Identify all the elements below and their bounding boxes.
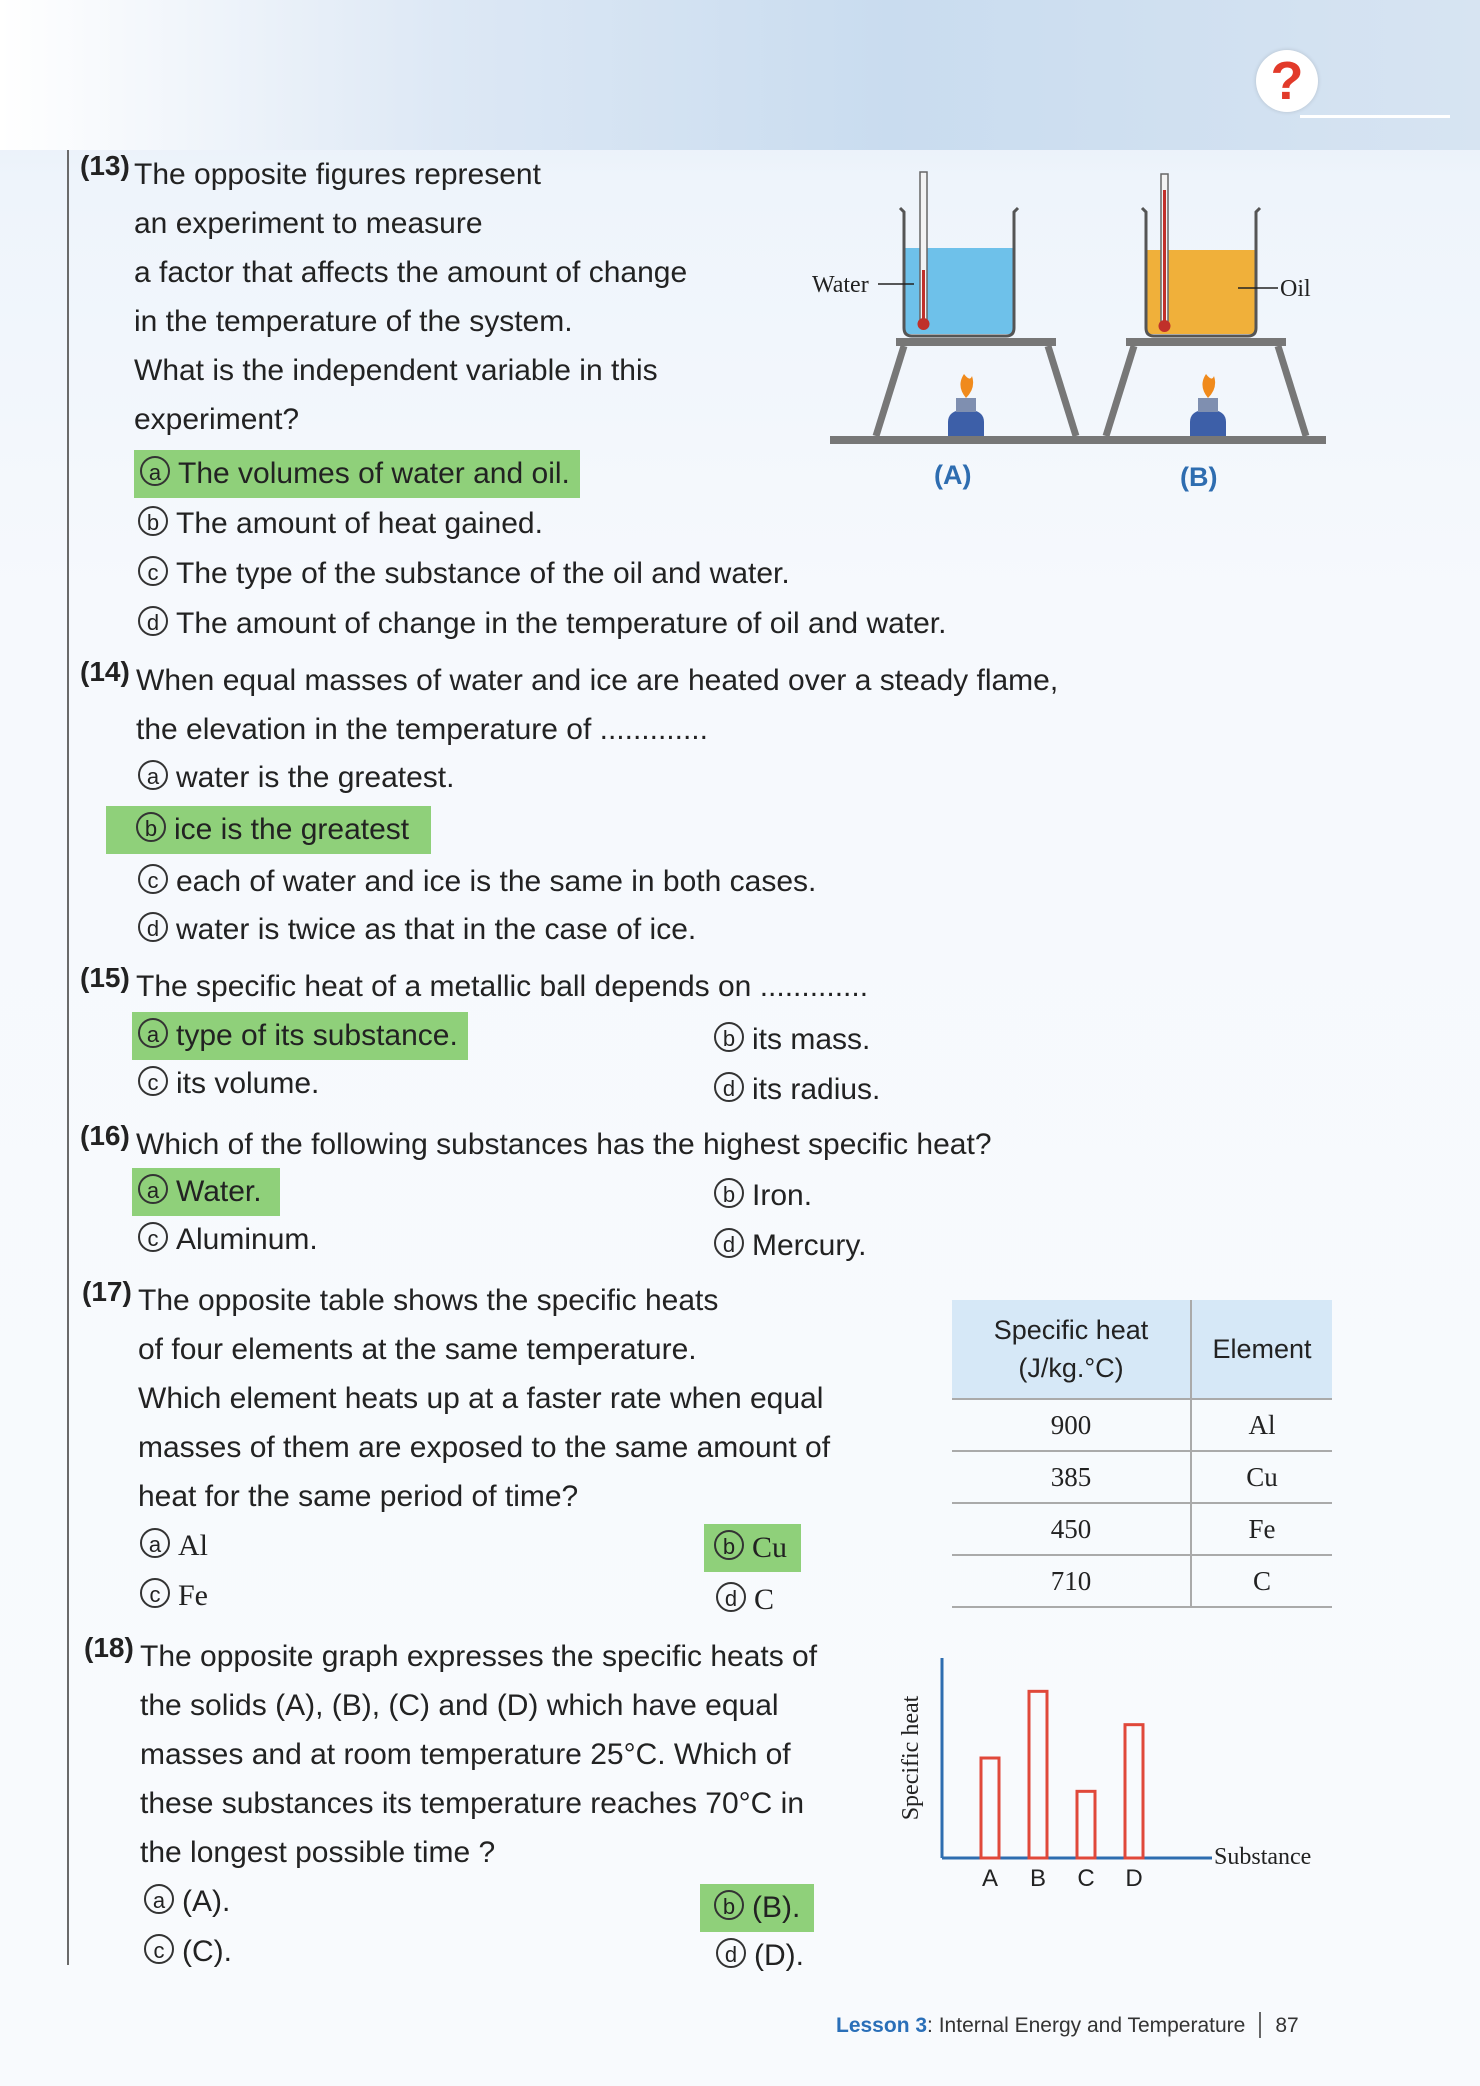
q15-option-b[interactable] xyxy=(714,1018,870,1062)
option-letter: b xyxy=(136,812,166,842)
option-letter: c xyxy=(140,1578,170,1608)
footer-separator xyxy=(1259,2012,1261,2038)
page-footer xyxy=(836,2012,1299,2038)
q18-stem-line: these substances its temperature reaches 70°C in xyxy=(140,1787,805,1820)
option-letter: a xyxy=(138,1174,168,1204)
footer-lesson-title: : Internal Energy and Temperature xyxy=(927,2014,1246,2037)
q14-stem-line: When equal masses of water and ice are heated over a steady flame, xyxy=(136,664,1059,697)
option-letter: b xyxy=(714,1178,744,1208)
q18-option-d[interactable] xyxy=(716,1934,804,1978)
q17-option-b[interactable] xyxy=(704,1524,801,1572)
stand-a-leg xyxy=(876,346,904,436)
option-letter: d xyxy=(716,1938,746,1968)
beakers-figure xyxy=(800,160,1340,500)
table-cell: Al xyxy=(1191,1399,1332,1451)
q15-stem-line: The specific heat of a metallic ball depends on ............. xyxy=(136,970,869,1003)
page-number: 87 xyxy=(1275,2014,1299,2037)
option-text: (D). xyxy=(754,1939,804,1972)
q18-option-c[interactable] xyxy=(144,1930,232,1974)
option-letter: b xyxy=(714,1890,744,1920)
q17-stem-line: Which element heats up at a faster rate when equal xyxy=(138,1382,824,1415)
chart-bar xyxy=(1077,1791,1095,1858)
stand-a-top xyxy=(896,338,1056,346)
option-text: Fe xyxy=(178,1579,208,1612)
option-text: (B). xyxy=(752,1891,801,1924)
q14-option-a[interactable] xyxy=(138,756,454,800)
q15-stem xyxy=(136,962,1236,1011)
q16-stem-line: Which of the following substances has the highest specific heat? xyxy=(136,1128,992,1161)
q15-option-c[interactable] xyxy=(138,1062,319,1106)
option-text: type of its substance. xyxy=(176,1019,458,1052)
table-row xyxy=(952,1451,1332,1503)
q16-number: (16) xyxy=(80,1120,130,1151)
q13-stem-line: The opposite figures represent xyxy=(134,158,541,191)
table-cell: 385 xyxy=(952,1451,1191,1503)
q18-stem-line: the solids (A), (B), (C) and (D) which have equal xyxy=(140,1689,779,1722)
option-letter: c xyxy=(144,1934,174,1964)
option-letter: d xyxy=(714,1072,744,1102)
q14-option-b[interactable] xyxy=(106,806,431,854)
option-text: (A). xyxy=(182,1885,231,1918)
option-letter: b xyxy=(138,506,168,536)
chart-tick-label: D xyxy=(1125,1865,1143,1892)
q13-option-d[interactable] xyxy=(138,602,946,646)
chart-tick-label: C xyxy=(1077,1865,1095,1892)
table-row xyxy=(952,1503,1332,1555)
option-letter: a xyxy=(138,1018,168,1048)
q15-option-d[interactable] xyxy=(714,1068,880,1112)
q16-option-c[interactable] xyxy=(138,1218,318,1262)
q14-option-c[interactable] xyxy=(138,860,816,904)
q16-option-b[interactable] xyxy=(714,1174,812,1218)
q17-option-a[interactable] xyxy=(140,1524,208,1568)
option-text: Al xyxy=(178,1529,208,1562)
q17-stem-line: The opposite table shows the specific heats xyxy=(138,1284,719,1317)
bench xyxy=(830,436,1326,444)
q14-stem-line: the elevation in the temperature of ............. xyxy=(136,713,708,746)
burner-b-neck xyxy=(1198,398,1218,412)
q13-stem-line: a factor that affects the amount of change xyxy=(134,256,688,289)
option-text: each of water and ice is the same in both cases. xyxy=(176,865,817,898)
option-letter: a xyxy=(140,1528,170,1558)
chart-bar xyxy=(1029,1691,1047,1858)
table-header-element: Element xyxy=(1191,1300,1332,1399)
option-text: ice is the greatest xyxy=(174,813,410,846)
option-text: (C). xyxy=(182,1935,232,1968)
option-letter: d xyxy=(716,1582,746,1612)
thermometer-a-mercury xyxy=(922,270,925,322)
option-text: water is the greatest. xyxy=(176,761,455,794)
chart-y-label: Specific heat xyxy=(898,1695,924,1821)
table-header-specific-heat: Specific heat (J/kg.°C) xyxy=(952,1300,1191,1399)
stand-a-leg xyxy=(1048,346,1076,436)
option-letter: c xyxy=(138,1222,168,1252)
q13-option-c[interactable] xyxy=(138,552,790,596)
q18-option-b[interactable] xyxy=(700,1884,814,1932)
option-text: Aluminum. xyxy=(176,1223,318,1256)
chart-tick-label: A xyxy=(981,1865,999,1892)
burner-a xyxy=(948,410,984,436)
q18-stem xyxy=(140,1632,900,1877)
thermometer-b-mercury xyxy=(1163,190,1166,324)
q18-stem-line: masses and at room temperature 25°C. Which of xyxy=(140,1738,791,1771)
option-text: C xyxy=(754,1583,775,1616)
option-text: Water. xyxy=(176,1175,262,1208)
q13-stem-line: experiment? xyxy=(134,403,300,436)
option-text: Cu xyxy=(752,1531,788,1564)
option-letter: b xyxy=(714,1022,744,1052)
q15-number: (15) xyxy=(80,962,130,993)
question-mark-icon: ? xyxy=(1256,50,1318,112)
oil-label: Oil xyxy=(1280,276,1311,302)
chart-x-label: Substance xyxy=(1214,1844,1312,1870)
table-cell: Fe xyxy=(1191,1503,1332,1555)
option-text: The volumes of water and oil. xyxy=(178,457,570,490)
option-letter: d xyxy=(138,606,168,636)
table-header-row xyxy=(952,1300,1332,1399)
option-letter: c xyxy=(138,556,168,586)
chart-marks xyxy=(942,1658,1212,1892)
header-rule xyxy=(1300,115,1450,118)
q15-option-a[interactable] xyxy=(132,1012,468,1060)
table-row xyxy=(952,1399,1332,1451)
option-text: Mercury. xyxy=(752,1229,867,1262)
table-row xyxy=(952,1555,1332,1607)
table-cell: C xyxy=(1191,1555,1332,1607)
q17-stem-line: masses of them are exposed to the same amount of xyxy=(138,1431,831,1464)
q14-stem xyxy=(136,656,1256,754)
option-text: The amount of heat gained. xyxy=(176,507,543,540)
q17-stem-line: of four elements at the same temperature. xyxy=(138,1333,697,1366)
table-cell: 710 xyxy=(952,1555,1191,1607)
footer-lesson: Lesson 3 xyxy=(836,2014,928,2037)
q13-stem-line: What is the independent variable in this xyxy=(134,354,658,387)
table-cell: 900 xyxy=(952,1399,1191,1451)
q17-stem xyxy=(138,1276,918,1521)
q13-option-b[interactable] xyxy=(138,502,543,546)
q13-stem-line: in the temperature of the system. xyxy=(134,305,573,338)
specific-heat-chart xyxy=(890,1640,1350,1900)
q13-stem xyxy=(134,150,754,444)
table-cell: 450 xyxy=(952,1503,1191,1555)
q13-option-a[interactable] xyxy=(134,450,580,498)
q18-stem-line: The opposite graph expresses the specific heats of xyxy=(140,1640,818,1673)
burner-a-neck xyxy=(956,398,976,412)
option-text: Iron. xyxy=(752,1179,813,1212)
chart-bar xyxy=(1125,1725,1143,1858)
option-text: its volume. xyxy=(176,1067,320,1100)
q14-option-d[interactable] xyxy=(138,908,696,952)
q13-stem-line: an experiment to measure xyxy=(134,207,483,240)
q13-number: (13) xyxy=(80,150,130,181)
q17-stem-line: heat for the same period of time? xyxy=(138,1480,579,1513)
water-label: Water xyxy=(812,272,869,298)
option-letter: d xyxy=(138,912,168,942)
option-letter: d xyxy=(714,1228,744,1258)
option-letter: b xyxy=(714,1530,744,1560)
q18-stem-line: the longest possible time ? xyxy=(140,1836,496,1869)
q18-option-a[interactable] xyxy=(144,1880,230,1924)
option-text: The amount of change in the temperature of oil and water. xyxy=(176,607,947,640)
chart-bar xyxy=(981,1758,999,1858)
table-cell: Cu xyxy=(1191,1451,1332,1503)
option-text: its radius. xyxy=(752,1073,881,1106)
specific-heat-table xyxy=(952,1300,1332,1608)
chart-tick-label: B xyxy=(1029,1865,1047,1892)
figure-label-a: (A) xyxy=(934,460,972,490)
figure-label-b: (B) xyxy=(1180,462,1218,492)
stand-b-leg xyxy=(1278,346,1306,436)
option-letter: a xyxy=(140,456,170,486)
option-letter: a xyxy=(138,760,168,790)
q14-number: (14) xyxy=(80,656,130,687)
stand-b-top xyxy=(1126,338,1286,346)
q16-option-d[interactable] xyxy=(714,1224,866,1268)
option-letter: a xyxy=(144,1884,174,1914)
option-letter: c xyxy=(138,864,168,894)
margin-rule xyxy=(67,150,69,1965)
q18-number: (18) xyxy=(84,1632,134,1663)
option-text: The type of the substance of the oil and water. xyxy=(176,557,790,590)
option-text: water is twice as that in the case of ice. xyxy=(176,913,697,946)
q16-stem xyxy=(136,1120,1236,1169)
flame-b xyxy=(1202,374,1215,398)
q17-option-d[interactable] xyxy=(716,1578,774,1622)
stand-b-leg xyxy=(1106,346,1134,436)
burner-b xyxy=(1190,410,1226,436)
flame-a xyxy=(960,374,973,398)
q17-option-c[interactable] xyxy=(140,1574,208,1618)
q17-number: (17) xyxy=(82,1276,132,1307)
q16-option-a[interactable] xyxy=(132,1168,280,1216)
option-letter: c xyxy=(138,1066,168,1096)
option-text: its mass. xyxy=(752,1023,871,1056)
